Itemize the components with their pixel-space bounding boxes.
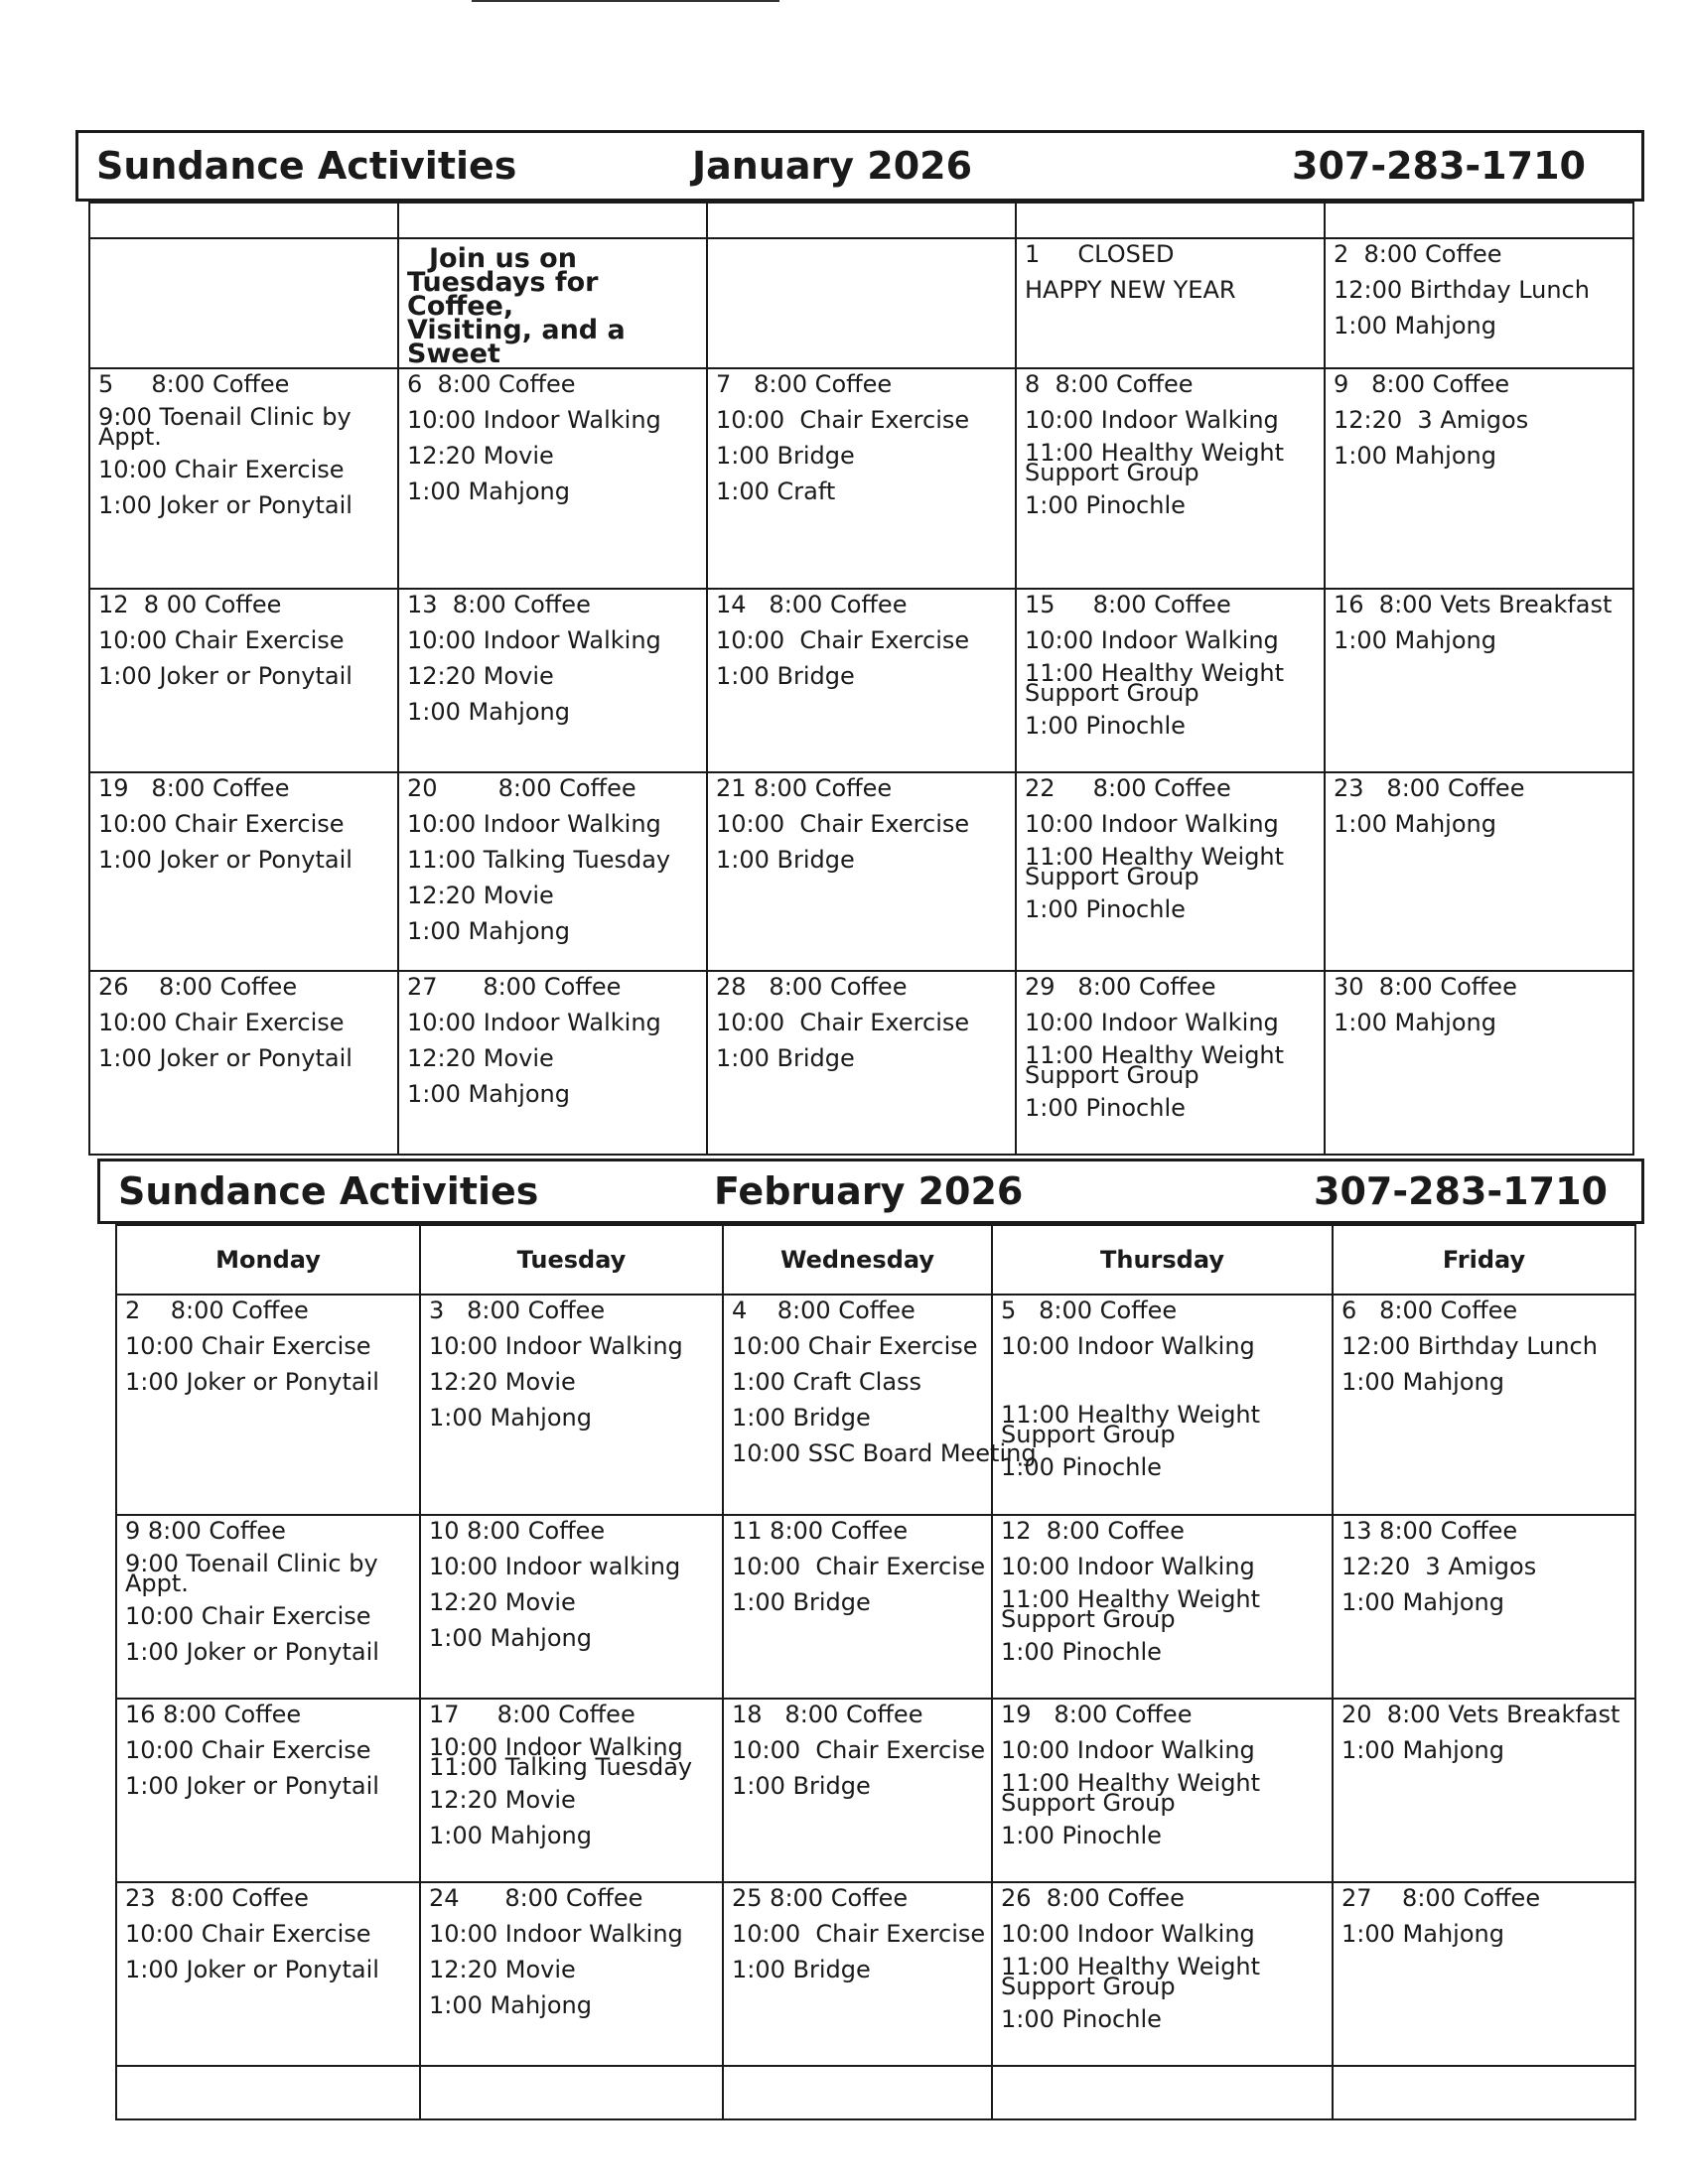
day-cell	[723, 1515, 992, 1699]
event-entry: 10:00 Indoor Walking	[407, 1009, 661, 1036]
event-entry: 10:00 Chair Exercise	[125, 1602, 371, 1630]
week-row	[89, 368, 1633, 589]
day-number-entry: 19 8:00 Coffee	[1001, 1701, 1193, 1728]
day-cell	[707, 589, 1016, 772]
day-number-entry: 14 8:00 Coffee	[716, 591, 908, 618]
day-number-entry: 2 8:00 Coffee	[125, 1297, 309, 1324]
event-entry: 1:00 Mahjong	[407, 1080, 570, 1108]
day-cell	[723, 1882, 992, 2066]
event-entry: 1:00 Mahjong	[1334, 312, 1496, 340]
event-entry: 10:00 SSC Board Meeting	[732, 1439, 1037, 1467]
event-entry: 12:20 Movie	[407, 442, 554, 470]
event-entry: 1:00 Bridge	[716, 846, 855, 874]
event-entry: 1:00 Bridge	[732, 1772, 871, 1800]
day-header-wednesday: Wednesday	[723, 1225, 992, 1295]
event-entry: 11:00 Healthy Weight Support Group	[1001, 1401, 1261, 1448]
event-entry: 10:00 Chair Exercise	[732, 1736, 986, 1764]
week-row	[116, 1515, 1635, 1699]
event-entry: 12:20 Movie	[407, 1044, 554, 1072]
week-row	[89, 589, 1633, 772]
day-header-thursday: Thursday	[992, 1225, 1333, 1295]
day-cell	[992, 1515, 1333, 1699]
event-entry: 10:00 Indoor Walking	[407, 810, 661, 838]
february-day-header-row	[116, 1225, 1635, 1295]
event-entry: 10:00 Indoor Walking 11:00 Talking Tuesday	[429, 1733, 693, 1781]
day-number-entry: 7 8:00 Coffee	[716, 370, 893, 398]
week-row	[116, 1699, 1635, 1882]
day-header-tuesday: Tuesday	[420, 1225, 723, 1295]
event-entry: 11:00 Healthy Weight Support Group	[1001, 1585, 1261, 1633]
event-entry: 1:00 Mahjong	[407, 478, 570, 505]
day-cell	[1016, 589, 1325, 772]
day-number-entry: 28 8:00 Coffee	[716, 973, 908, 1001]
day-cell	[992, 1699, 1333, 1882]
event-entry: 11:00 Healthy Weight Support Group	[1001, 1769, 1261, 1817]
day-number-entry: 9 8:00 Coffee	[125, 1517, 286, 1545]
day-cell	[723, 1295, 1037, 1515]
event-entry: 1:00 Pinochle	[1025, 1094, 1186, 1122]
week-row	[116, 1295, 1635, 1515]
event-entry: 12:20 Movie	[429, 1368, 576, 1396]
event-entry: 1:00 Bridge	[716, 442, 855, 470]
day-number-entry: 8 8:00 Coffee	[1025, 370, 1194, 398]
day-number-entry: 30 8:00 Coffee	[1334, 973, 1517, 1001]
january-header-cell	[1325, 203, 1633, 238]
day-cell	[1325, 368, 1633, 589]
event-entry: 11:00 Talking Tuesday	[407, 846, 671, 874]
january-header-cell	[707, 203, 1016, 238]
day-number-entry: 20 8:00 Vets Breakfast	[1341, 1701, 1621, 1728]
event-entry: 10:00 Chair Exercise	[732, 1332, 978, 1360]
event-entry: 1:00 Pinochle	[1001, 1638, 1162, 1666]
event-entry: 10:00 Chair Exercise	[125, 1736, 371, 1764]
event-entry: 1:00 Joker or Ponytail	[98, 662, 352, 690]
event-entry: 10:00 Indoor Walking	[1001, 1920, 1255, 1948]
event-entry: 12:20 Movie	[407, 882, 554, 909]
event-entry: 1:00 Mahjong	[407, 698, 570, 726]
event-entry: 1:00 Pinochle	[1025, 712, 1186, 740]
day-cell	[1333, 1515, 1635, 1699]
event-entry: 1:00 Pinochle	[1001, 1453, 1162, 1481]
day-cell	[398, 238, 707, 368]
february-month-title: February 2026	[714, 1169, 1024, 1213]
day-cell	[89, 772, 398, 971]
day-number-entry: 1 CLOSED	[1025, 240, 1175, 268]
day-number-entry: 9 8:00 Coffee	[1334, 370, 1510, 398]
day-header-monday: Monday	[116, 1225, 420, 1295]
event-entry: 1:00 Mahjong	[407, 917, 570, 945]
january-title-bar	[75, 130, 1644, 202]
january-header-cell	[1016, 203, 1325, 238]
january-header-cell	[89, 203, 398, 238]
january-header-cell	[398, 203, 707, 238]
day-cell	[420, 1699, 723, 1882]
event-entry: 10:00 Indoor Walking	[407, 626, 661, 654]
event-entry: 10:00 Chair Exercise	[716, 406, 970, 434]
day-cell	[1016, 368, 1325, 589]
day-number-entry: 16 8:00 Coffee	[125, 1701, 302, 1728]
february-calendar	[115, 1224, 1636, 2120]
february-org-title: Sundance Activities	[118, 1169, 539, 1213]
event-entry: 12:00 Birthday Lunch	[1334, 276, 1590, 304]
january-calendar	[88, 202, 1634, 1156]
event-entry: 1:00 Bridge	[716, 1044, 855, 1072]
day-cell	[1016, 971, 1325, 1155]
day-number-entry: 24 8:00 Coffee	[429, 1884, 643, 1912]
event-entry: 10:00 Indoor Walking	[1025, 626, 1279, 654]
event-entry: 1:00 Joker or Ponytail	[125, 1956, 379, 1983]
day-number-entry: 29 8:00 Coffee	[1025, 973, 1216, 1001]
day-number-entry: 5 8:00 Coffee	[1001, 1297, 1178, 1324]
day-number-entry: 22 8:00 Coffee	[1025, 774, 1231, 802]
event-entry: 1:00 Bridge	[732, 1588, 871, 1616]
event-entry: 1:00 Joker or Ponytail	[98, 491, 352, 519]
day-cell	[116, 1699, 420, 1882]
event-entry: 12:00 Birthday Lunch	[1341, 1332, 1598, 1360]
event-entry: 1:00 Pinochle	[1001, 1822, 1162, 1849]
day-number-entry: 6 8:00 Coffee	[1341, 1297, 1518, 1324]
event-entry: 10:00 Chair Exercise	[716, 810, 970, 838]
day-cell	[707, 772, 1016, 971]
event-entry: 12:20 Movie	[429, 1786, 576, 1814]
february-title-bar	[97, 1159, 1644, 1224]
february-phone: 307-283-1710	[1314, 1169, 1608, 1213]
day-cell	[723, 1699, 992, 1882]
day-number-entry: 16 8:00 Vets Breakfast	[1334, 591, 1613, 618]
week-row	[89, 971, 1633, 1155]
empty-cell	[992, 2066, 1333, 2119]
day-number-entry: 4 8:00 Coffee	[732, 1297, 916, 1324]
event-entry: 10:00 Chair Exercise	[732, 1553, 986, 1580]
day-number-entry: 20 8:00 Coffee	[407, 774, 636, 802]
day-cell	[992, 1882, 1333, 2066]
event-entry: 10:00 Chair Exercise	[125, 1332, 371, 1360]
event-entry: 1:00 Mahjong	[1334, 442, 1496, 470]
day-number-entry: 23 8:00 Coffee	[1334, 774, 1525, 802]
day-number-entry: 5 8:00 Coffee	[98, 370, 290, 398]
event-entry: 1:00 Craft	[716, 478, 836, 505]
event-entry: 11:00 Healthy Weight Support Group	[1025, 439, 1285, 486]
day-number-entry: 12 8:00 Coffee	[1001, 1517, 1185, 1545]
event-entry: 1:00 Mahjong	[1341, 1920, 1504, 1948]
event-entry: 1:00 Joker or Ponytail	[125, 1638, 379, 1666]
event-entry: 11:00 Healthy Weight Support Group	[1025, 1041, 1285, 1089]
event-entry: 1:00 Mahjong	[1341, 1588, 1504, 1616]
event-entry: 10:00 Chair Exercise	[716, 1009, 970, 1036]
day-cell	[398, 772, 707, 971]
day-number-entry: 17 8:00 Coffee	[429, 1701, 635, 1728]
empty-cell	[723, 2066, 992, 2119]
event-entry: 11:00 Healthy Weight Support Group	[1025, 659, 1285, 707]
day-number-entry: 27 8:00 Coffee	[407, 973, 622, 1001]
event-entry: 10:00 Indoor Walking	[429, 1332, 683, 1360]
day-number-entry: 10 8:00 Coffee	[429, 1517, 606, 1545]
day-cell	[398, 368, 707, 589]
event-entry: 10:00 Indoor walking	[429, 1553, 681, 1580]
day-cell	[1325, 971, 1633, 1155]
day-number-entry: 12 8 00 Coffee	[98, 591, 282, 618]
event-entry: 11:00 Healthy Weight Support Group	[1025, 843, 1285, 890]
event-entry: 12:20 3 Amigos	[1341, 1553, 1537, 1580]
event-entry: 1:00 Bridge	[716, 662, 855, 690]
day-cell	[398, 589, 707, 772]
day-cell	[1333, 1882, 1635, 2066]
day-cell	[1325, 589, 1633, 772]
event-entry: 1:00 Pinochle	[1025, 895, 1186, 923]
event-entry: 11:00 Healthy Weight Support Group	[1001, 1953, 1261, 2000]
event-entry: 1:00 Mahjong	[1341, 1368, 1504, 1396]
day-cell	[420, 1515, 723, 1699]
event-entry: 10:00 Indoor Walking	[429, 1920, 683, 1948]
event-entry: 1:00 Mahjong	[1334, 626, 1496, 654]
day-cell	[420, 1882, 723, 2066]
note-line: Visiting, and a Sweet	[407, 315, 626, 369]
event-entry: 1:00 Mahjong	[1334, 1009, 1496, 1036]
day-cell	[1333, 1295, 1635, 1515]
january-header-row	[89, 203, 1633, 238]
day-number-entry: 6 8:00 Coffee	[407, 370, 576, 398]
day-cell	[420, 1295, 723, 1515]
scan-top-line	[472, 0, 779, 2]
event-entry: 10:00 Chair Exercise	[732, 1920, 986, 1948]
event-entry: 10:00 Indoor Walking	[407, 406, 661, 434]
day-cell	[1325, 772, 1633, 971]
january-month-title: January 2026	[692, 144, 973, 188]
event-entry: 10:00 Indoor Walking	[1025, 406, 1279, 434]
event-entry: 10:00 Chair Exercise	[98, 810, 345, 838]
day-number-entry: 21 8:00 Coffee	[716, 774, 893, 802]
day-cell	[707, 238, 1016, 368]
event-entry: 1:00 Mahjong	[429, 1991, 592, 2019]
day-cell	[1333, 1699, 1635, 1882]
week-row	[116, 1882, 1635, 2066]
day-cell	[89, 238, 398, 368]
event-entry: 10:00 Indoor Walking	[1001, 1332, 1255, 1360]
day-number-entry: 11 8:00 Coffee	[732, 1517, 909, 1545]
event-entry	[1001, 1369, 1324, 1395]
event-entry: 9:00 Toenail Clinic by Appt.	[125, 1550, 378, 1597]
day-cell	[992, 1295, 1333, 1515]
event-entry: 1:00 Mahjong	[1334, 810, 1496, 838]
day-number-entry: 18 8:00 Coffee	[732, 1701, 923, 1728]
day-number-entry: 19 8:00 Coffee	[98, 774, 290, 802]
january-org-title: Sundance Activities	[96, 144, 517, 188]
event-entry: 9:00 Toenail Clinic by Appt.	[98, 403, 352, 451]
event-entry: 1:00 Joker or Ponytail	[125, 1368, 379, 1396]
day-number-entry: 13 8:00 Coffee	[407, 591, 591, 618]
day-cell	[1016, 238, 1325, 368]
event-entry: 1:00 Joker or Ponytail	[98, 1044, 352, 1072]
event-entry: 10:00 Chair Exercise	[716, 626, 970, 654]
event-entry: 10:00 Indoor Walking	[1001, 1553, 1255, 1580]
event-entry: 10:00 Chair Exercise	[98, 456, 345, 483]
event-entry: 10:00 Chair Exercise	[98, 1009, 345, 1036]
day-cell	[707, 971, 1016, 1155]
february-footer-row	[116, 2066, 1635, 2119]
day-cell	[398, 971, 707, 1155]
day-cell	[1016, 772, 1325, 971]
day-cell	[89, 368, 398, 589]
calendar-note	[407, 241, 698, 369]
day-cell	[707, 368, 1016, 589]
day-cell	[116, 1295, 420, 1515]
event-entry: 1:00 Craft Class	[732, 1368, 922, 1396]
day-number-entry: 2 8:00 Coffee	[1334, 240, 1502, 268]
day-cell	[89, 589, 398, 772]
day-number-entry: 25 8:00 Coffee	[732, 1884, 909, 1912]
event-entry: 12:20 Movie	[429, 1956, 576, 1983]
note-line: Join us on	[429, 243, 577, 274]
event-entry: 12:20 Movie	[429, 1588, 576, 1616]
week-row	[89, 238, 1633, 368]
empty-cell	[1333, 2066, 1635, 2119]
event-entry: 1:00 Joker or Ponytail	[98, 846, 352, 874]
event-entry: 10:00 Indoor Walking	[1025, 810, 1279, 838]
event-entry: 12:20 3 Amigos	[1334, 406, 1529, 434]
day-number-entry: 13 8:00 Coffee	[1341, 1517, 1518, 1545]
event-entry: 12:20 Movie	[407, 662, 554, 690]
empty-cell	[116, 2066, 420, 2119]
day-number-entry: 26 8:00 Coffee	[98, 973, 298, 1001]
event-entry: 10:00 Chair Exercise	[98, 626, 345, 654]
event-entry: 1:00 Pinochle	[1001, 2005, 1162, 2033]
event-entry: 1:00 Bridge	[732, 1404, 871, 1432]
event-entry: 1:00 Pinochle	[1025, 491, 1186, 519]
day-cell	[116, 1515, 420, 1699]
event-entry: 10:00 Chair Exercise	[125, 1920, 371, 1948]
event-entry: 1:00 Mahjong	[429, 1624, 592, 1652]
day-cell	[116, 1882, 420, 2066]
day-cell	[89, 971, 398, 1155]
day-header-friday: Friday	[1333, 1225, 1635, 1295]
event-entry: HAPPY NEW YEAR	[1025, 276, 1236, 304]
note-line: Tuesdays for Coffee,	[407, 267, 599, 322]
event-entry: 1:00 Mahjong	[1341, 1736, 1504, 1764]
event-entry: 1:00 Mahjong	[429, 1404, 592, 1432]
event-entry: 10:00 Indoor Walking	[1025, 1009, 1279, 1036]
event-entry: 1:00 Mahjong	[429, 1822, 592, 1849]
empty-cell	[420, 2066, 723, 2119]
day-number-entry: 3 8:00 Coffee	[429, 1297, 606, 1324]
day-number-entry: 27 8:00 Coffee	[1341, 1884, 1541, 1912]
week-row	[89, 772, 1633, 971]
event-entry: 1:00 Joker or Ponytail	[125, 1772, 379, 1800]
day-number-entry: 26 8:00 Coffee	[1001, 1884, 1185, 1912]
day-number-entry: 15 8:00 Coffee	[1025, 591, 1231, 618]
day-number-entry: 23 8:00 Coffee	[125, 1884, 309, 1912]
event-entry: 10:00 Indoor Walking	[1001, 1736, 1255, 1764]
day-cell	[1325, 238, 1633, 368]
january-phone: 307-283-1710	[1292, 144, 1586, 188]
event-entry: 1:00 Bridge	[732, 1956, 871, 1983]
